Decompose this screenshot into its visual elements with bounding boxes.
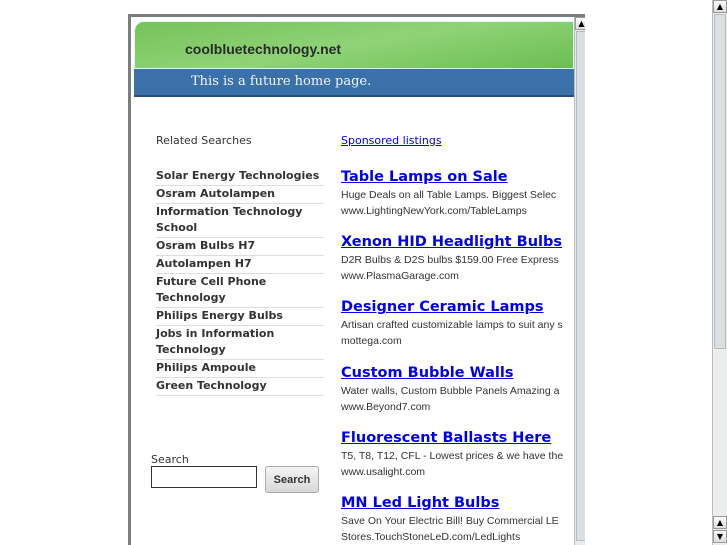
ad-url[interactable]: Stores.TouchStoneLeD.com/LedLights bbox=[341, 530, 521, 543]
scroll-up-icon[interactable]: ▲ bbox=[713, 516, 727, 529]
related-search-link[interactable]: Osram Autolampen bbox=[156, 186, 324, 204]
ad-title-link[interactable]: Custom Bubble Walls bbox=[341, 364, 514, 381]
ad-description: Artisan crafted customizable lamps to suit any s bbox=[341, 319, 563, 332]
search-label: Search bbox=[151, 453, 189, 466]
related-search-link[interactable]: Solar Energy Technologies bbox=[156, 168, 324, 186]
related-search-link[interactable]: Future Cell Phone Technology bbox=[156, 274, 324, 308]
related-search-link[interactable]: Jobs in Information Technology bbox=[156, 326, 324, 360]
ad-url[interactable]: www.LightingNewYork.com/TableLamps bbox=[341, 205, 527, 217]
related-search-link[interactable]: Information Technology School bbox=[156, 204, 324, 238]
ad-title-link[interactable]: Table Lamps on Sale bbox=[341, 169, 508, 185]
ad-url[interactable]: www.usalight.com bbox=[341, 465, 426, 478]
ad-url[interactable]: mottega.com bbox=[341, 335, 402, 348]
ad-listing bbox=[341, 428, 581, 493]
ad-listing bbox=[341, 167, 581, 232]
ad-title-link[interactable]: Fluorescent Ballasts Here bbox=[341, 429, 552, 446]
ad-list bbox=[341, 167, 581, 545]
scroll-thumb[interactable] bbox=[576, 31, 585, 541]
search-button[interactable]: Search bbox=[265, 466, 319, 493]
related-searches-list bbox=[156, 168, 324, 396]
ad-listing bbox=[341, 493, 581, 545]
ad-title-link[interactable]: Designer Ceramic Lamps bbox=[341, 299, 544, 316]
ad-description: D2R Bulbs & D2S bulbs $159.00 Free Express bbox=[341, 254, 559, 267]
related-search-link[interactable]: Philips Ampoule bbox=[156, 360, 324, 378]
outer-scrollbar[interactable] bbox=[712, 0, 727, 545]
ad-description: Huge Deals on all Table Lamps. Biggest Selec bbox=[341, 189, 557, 201]
related-search-link[interactable]: Osram Bulbs H7 bbox=[156, 238, 324, 256]
site-title: coolbluetechnology.net bbox=[185, 41, 342, 57]
site-header bbox=[134, 21, 574, 69]
ad-listing bbox=[341, 297, 581, 362]
inner-scrollbar[interactable] bbox=[574, 17, 585, 545]
scroll-up-icon[interactable]: ▲ bbox=[575, 17, 585, 30]
page-frame bbox=[128, 14, 585, 545]
tagline: This is a future home page. bbox=[191, 74, 372, 89]
related-searches-heading: Related Searches bbox=[156, 134, 252, 147]
tagline-bar bbox=[134, 69, 574, 97]
ad-description: T5, T8, T12, CFL - Lowest prices & we have the bbox=[341, 449, 564, 462]
related-search-link[interactable]: Autolampen H7 bbox=[156, 256, 324, 274]
search-input[interactable] bbox=[151, 466, 257, 488]
sponsored-listings-link[interactable]: Sponsored listings bbox=[341, 134, 442, 147]
ad-description: Save On Your Electric Bill! Buy Commercial LE bbox=[341, 514, 559, 527]
ad-title-link[interactable]: MN Led Light Bulbs bbox=[341, 494, 500, 511]
scroll-up-icon[interactable]: ▲ bbox=[713, 0, 727, 13]
scroll-down-icon[interactable]: ▼ bbox=[713, 530, 727, 543]
ad-url[interactable]: www.Beyond7.com bbox=[341, 400, 431, 413]
ad-listing bbox=[341, 232, 581, 297]
related-search-link[interactable]: Philips Energy Bulbs bbox=[156, 308, 324, 326]
scroll-thumb[interactable] bbox=[714, 14, 726, 349]
ad-description: Water walls, Custom Bubble Panels Amazing a bbox=[341, 384, 560, 397]
related-search-link[interactable]: Green Technology bbox=[156, 378, 324, 396]
ad-url[interactable]: www.PlasmaGarage.com bbox=[341, 270, 459, 283]
ad-listing bbox=[341, 363, 581, 428]
ad-title-link[interactable]: Xenon HID Headlight Bulbs bbox=[341, 234, 563, 251]
